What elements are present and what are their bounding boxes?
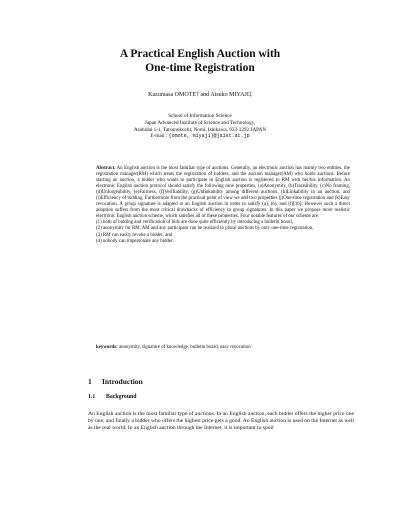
email-label: E-mail :: [150, 133, 168, 140]
abstract-item: (2) anonymity for RM, AM and any participant can be realized to plural auctions by only one-time registration,: [96, 226, 314, 232]
affiliation-block: [0, 113, 400, 140]
email-address: {omote, miyaji}@jaist.ac.jp: [168, 133, 250, 140]
affiliation-address: Asahidai 1-1, Tatsunokuchi, Nomi, Ishikawa, 923-1292 JAPAN: [133, 126, 267, 133]
abstract-item: (4) nobody can impersonate any bidder.: [96, 238, 174, 244]
subsection-heading: [88, 394, 137, 400]
paper-title-line-2: One-time Registration: [145, 62, 255, 74]
abstract-paragraph: [96, 166, 350, 220]
paper-title-line-1: A Practical English Auction with: [119, 48, 281, 60]
keywords-label: keywords:: [96, 345, 118, 350]
section-title: Introduction: [102, 377, 143, 386]
abstract-block: [96, 166, 350, 245]
abstract-item: (1) both of bidding and verification of bids are done quite efficiently by introducing a bulletin board,: [96, 220, 293, 226]
section-heading: [88, 377, 143, 386]
abstract-item: (3) RM can easily revoke a bidder, and: [96, 232, 173, 238]
abstract-label: Abstract.: [96, 166, 116, 171]
affiliation-school: School of Information Science: [168, 113, 232, 119]
intro-paragraph: An English auction is the most familiar type of auctions. In an English auction, each bidder offers the higher price one by one, and finally a bidder who offers the highest price gets a good. An English auction is used on the Internet as well as the real world. In an English auction through the Internet, it is important to spoil: [88, 411, 354, 432]
abstract-text: An English auction is the most familiar type of auctions. Generally, an electronic auction has mainly two entities, the registration manager(RM) which treats the registration of bidders, and the auction manager(AM) who holds auctions. Before starting an auction, a bidder who wants to participate in English auction is registered to RM with her/his information. An electronic English auction protocol should satisfy the following nine properties, (a)Anonymity, (b)Traceability, (c)No framing, (d)Unforgeability, (e)Fairness, (f)Verifiability, (g)Unlinkability among different auctions, (h)Linkability in an auction, and (i)Efficiency of bidding. Furthermore from the practical point of view we add two properties (j)One-time registration and (k)Easy revocation. A group signature is adapted to an English auction in order to satisfy (a), (b), and (f)[16]. However such a direct adoption suffers from the most critical drawbacks of efficiency in group signatures. In this paper we propose more realistic electronic English auction scheme, which satisfies all of these properties. Four notable features of our scheme are:: [96, 166, 351, 220]
keywords-text: anonymity, signature of knowledge, bulletin board, easy revocation: [118, 345, 251, 350]
section-number: 1: [88, 377, 92, 386]
subsection-title: Background: [106, 394, 137, 400]
keywords-block: [96, 345, 350, 351]
subsection-number: 1.1: [88, 394, 96, 400]
affiliation-email: [0, 133, 400, 140]
author-list: Kazumasa OMOTE† and Atsuko MIYAJI‡: [148, 92, 252, 98]
affiliation-institute: Japan Advanced Institute of Science and Technology,: [144, 119, 256, 126]
